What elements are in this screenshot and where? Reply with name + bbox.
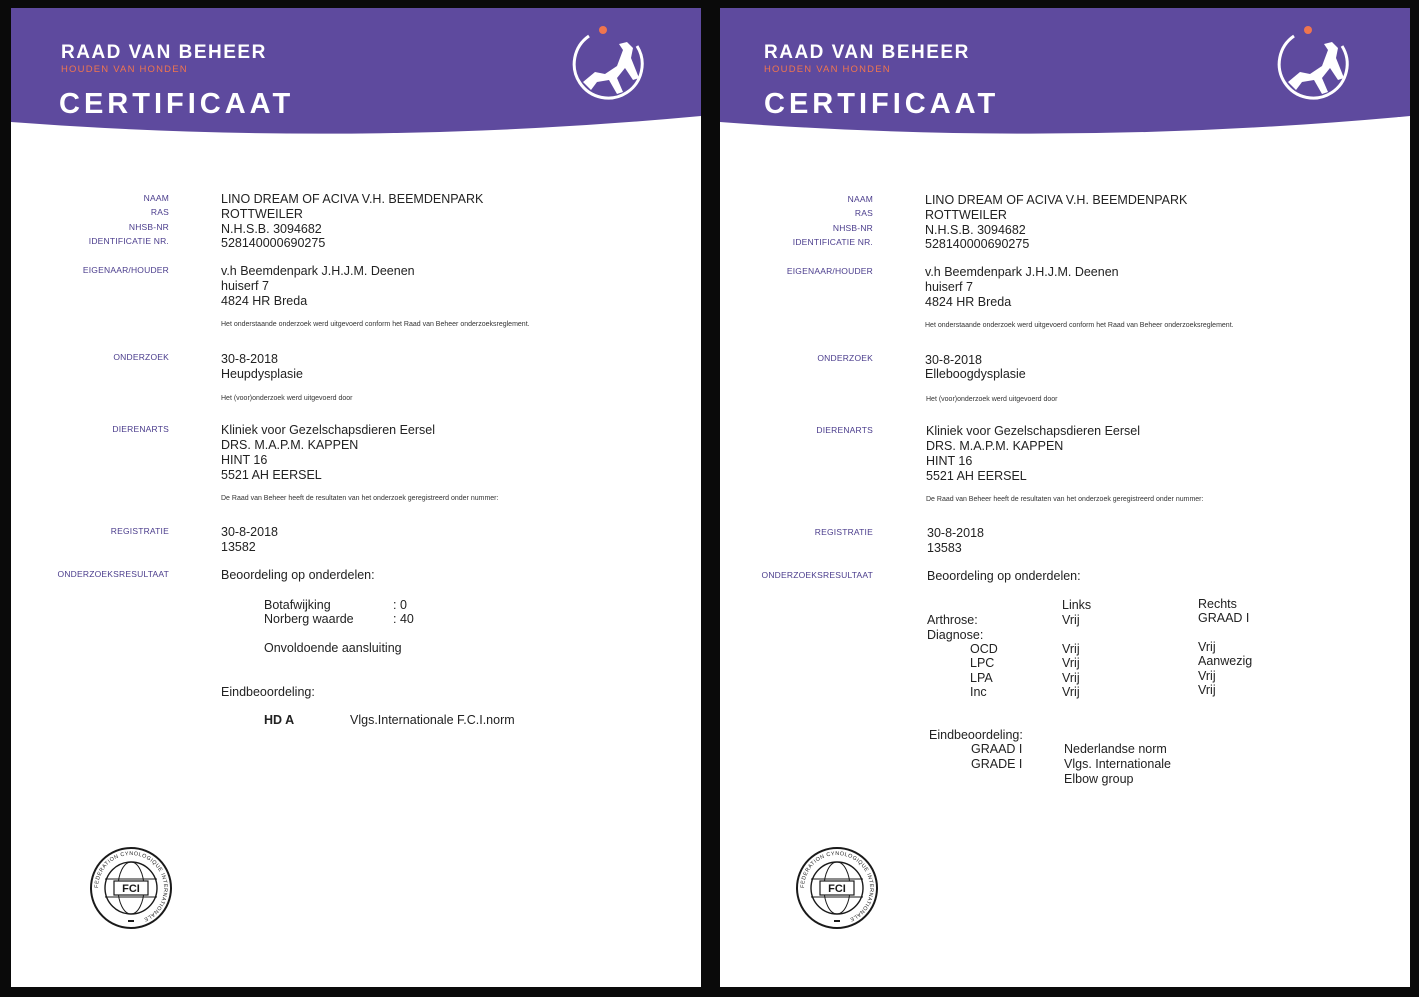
dog-nhsb: N.H.S.B. 3094682 <box>221 222 322 236</box>
beoordeling-heading: Beoordeling op onderdelen: <box>927 569 1081 583</box>
label-resultaat: ONDERZOEKSRESULTAAT <box>57 569 169 579</box>
dog-breed: ROTTWEILER <box>221 207 303 221</box>
org-name: RAAD VAN BEHEER <box>764 42 970 63</box>
owner-street: huiserf 7 <box>221 279 269 293</box>
label-dierenarts: DIERENARTS <box>112 424 169 434</box>
dog-logo-icon <box>561 20 653 112</box>
final-norm-nl: Nederlandse norm <box>1064 742 1167 756</box>
label-identificatie: IDENTIFICATIE NR. <box>792 237 873 247</box>
diag-inc-links: Vrij <box>1062 685 1080 699</box>
dog-name: LINO DREAM OF ACIVA V.H. BEEMDENPARK <box>221 192 484 206</box>
dog-logo-icon <box>1266 20 1358 112</box>
note-conform: Het onderstaande onderzoek werd uitgevoerd conform het Raad van Beheer onderzoeksreglement. <box>925 322 1234 329</box>
label-nhsb: NHSB-NR <box>832 223 873 233</box>
final-grade-nl: GRAAD I <box>971 742 1023 756</box>
diag-lpc-label: LPC <box>970 656 995 670</box>
arthrose-rechts: GRAAD I <box>1198 611 1250 625</box>
org-name: RAAD VAN BEHEER <box>61 42 267 63</box>
note-geregistreerd: De Raad van Beheer heeft de resultaten van het onderzoek geregistreerd onder nummer: <box>926 496 1204 503</box>
diag-lpa-rechts: Vrij <box>1198 669 1216 683</box>
label-onderzoek: ONDERZOEK <box>817 353 873 363</box>
dog-ident: 528140000690275 <box>221 236 326 250</box>
vet-doctor: DRS. M.A.P.M. KAPPEN <box>926 439 1064 453</box>
diag-lpa-label: LPA <box>970 671 993 685</box>
final-norm: Vlgs.Internationale F.C.I.norm <box>350 713 515 727</box>
label-nhsb: NHSB-NR <box>128 222 169 232</box>
note-door: Het (voor)onderzoek werd uitgevoerd door <box>221 395 353 402</box>
column-links: Links <box>1062 598 1092 612</box>
result-note: Onvoldoende aansluiting <box>264 641 402 655</box>
reg-number: 13582 <box>221 540 256 554</box>
note-geregistreerd: De Raad van Beheer heeft de resultaten van het onderzoek geregistreerd onder nummer: <box>221 495 499 502</box>
exam-type: Heupdysplasie <box>221 367 303 381</box>
owner-name: v.h Beemdenpark J.H.J.M. Deenen <box>925 265 1119 279</box>
diag-lpc-links: Vrij <box>1062 656 1080 670</box>
arthrose-links: Vrij <box>1062 613 1080 627</box>
label-dierenarts: DIERENARTS <box>816 425 873 435</box>
vet-street: HINT 16 <box>221 453 268 467</box>
dog-nhsb: N.H.S.B. 3094682 <box>925 223 1026 237</box>
vet-doctor: DRS. M.A.P.M. KAPPEN <box>221 438 359 452</box>
vet-clinic: Kliniek voor Gezelschapsdieren Eersel <box>926 424 1140 438</box>
exam-type: Elleboogdysplasie <box>925 367 1026 381</box>
beoordeling-heading: Beoordeling op onderdelen: <box>221 568 375 582</box>
certificate-elbow <box>720 8 1410 987</box>
dog-ident: 528140000690275 <box>925 237 1030 251</box>
label-identificatie: IDENTIFICATIE NR. <box>88 236 169 246</box>
final-norm-int: Vlgs. Internationale <box>1064 757 1172 771</box>
label-onderzoek: ONDERZOEK <box>113 352 169 362</box>
diag-lpc-rechts: Aanwezig <box>1198 654 1253 668</box>
certificate-hip <box>11 8 701 987</box>
final-norm-int-group: Elbow group <box>1064 772 1134 786</box>
label-ras: RAS <box>854 208 873 218</box>
diag-ocd-rechts: Vrij <box>1198 640 1216 654</box>
owner-city: 4824 HR Breda <box>925 295 1012 309</box>
column-rechts: Rechts <box>1198 597 1237 611</box>
row-label-norberg: Norberg waarde <box>264 612 354 626</box>
vet-city: 5521 AH EERSEL <box>221 468 322 482</box>
label-naam: NAAM <box>847 194 873 204</box>
label-resultaat: ONDERZOEKSRESULTAAT <box>761 570 873 580</box>
label-naam: NAAM <box>143 193 169 203</box>
owner-city: 4824 HR Breda <box>221 294 308 308</box>
eind-heading: Eindbeoordeling: <box>929 728 1023 742</box>
dog-name: LINO DREAM OF ACIVA V.H. BEEMDENPARK <box>925 193 1188 207</box>
org-tagline: HOUDEN VAN HONDEN <box>764 64 891 75</box>
arthrose-label: Arthrose: <box>927 613 978 627</box>
vet-clinic: Kliniek voor Gezelschapsdieren Eersel <box>221 423 435 437</box>
diag-inc-label: Inc <box>970 685 987 699</box>
owner-name: v.h Beemdenpark J.H.J.M. Deenen <box>221 264 415 278</box>
label-registratie: REGISTRATIE <box>814 527 873 537</box>
eind-heading: Eindbeoordeling: <box>221 685 315 699</box>
exam-date: 30-8-2018 <box>221 352 278 366</box>
owner-street: huiserf 7 <box>925 280 973 294</box>
final-grade: HD A <box>264 713 295 727</box>
diag-ocd-links: Vrij <box>1062 642 1080 656</box>
label-ras: RAS <box>150 207 169 217</box>
vet-street: HINT 16 <box>926 454 973 468</box>
dog-breed: ROTTWEILER <box>925 208 1007 222</box>
label-eigenaar: EIGENAAR/HOUDER <box>82 265 169 275</box>
note-door: Het (voor)onderzoek werd uitgevoerd door <box>926 396 1058 403</box>
note-conform: Het onderstaande onderzoek werd uitgevoerd conform het Raad van Beheer onderzoeksreglement. <box>221 321 530 328</box>
reg-date: 30-8-2018 <box>927 526 984 540</box>
row-value-norberg: : 40 <box>393 612 414 626</box>
label-eigenaar: EIGENAAR/HOUDER <box>786 266 873 276</box>
diag-ocd-label: OCD <box>970 642 998 656</box>
diagnose-label: Diagnose: <box>927 628 984 642</box>
diag-inc-rechts: Vrij <box>1198 683 1216 697</box>
reg-number: 13583 <box>927 541 962 555</box>
reg-date: 30-8-2018 <box>221 525 278 539</box>
fci-abbr: FCI <box>122 883 140 895</box>
row-value-botafwijking: : 0 <box>393 598 407 612</box>
final-grade-int: GRADE I <box>971 757 1023 771</box>
fci-ring-text: FEDERATION CYNOLOGIQUE INTERNATIONALE <box>799 850 875 923</box>
certificate-title: CERTIFICAAT <box>764 88 1000 120</box>
org-tagline: HOUDEN VAN HONDEN <box>61 64 188 75</box>
fci-abbr: FCI <box>828 883 846 895</box>
exam-date: 30-8-2018 <box>925 353 982 367</box>
row-label-botafwijking: Botafwijking <box>264 598 331 612</box>
fci-seal-icon <box>795 846 879 930</box>
label-registratie: REGISTRATIE <box>110 526 169 536</box>
vet-city: 5521 AH EERSEL <box>926 469 1027 483</box>
diag-lpa-links: Vrij <box>1062 671 1080 685</box>
fci-ring-text: FEDERATION CYNOLOGIQUE INTERNATIONALE <box>93 850 169 923</box>
fci-seal-icon <box>89 846 173 930</box>
certificate-title: CERTIFICAAT <box>59 88 295 120</box>
